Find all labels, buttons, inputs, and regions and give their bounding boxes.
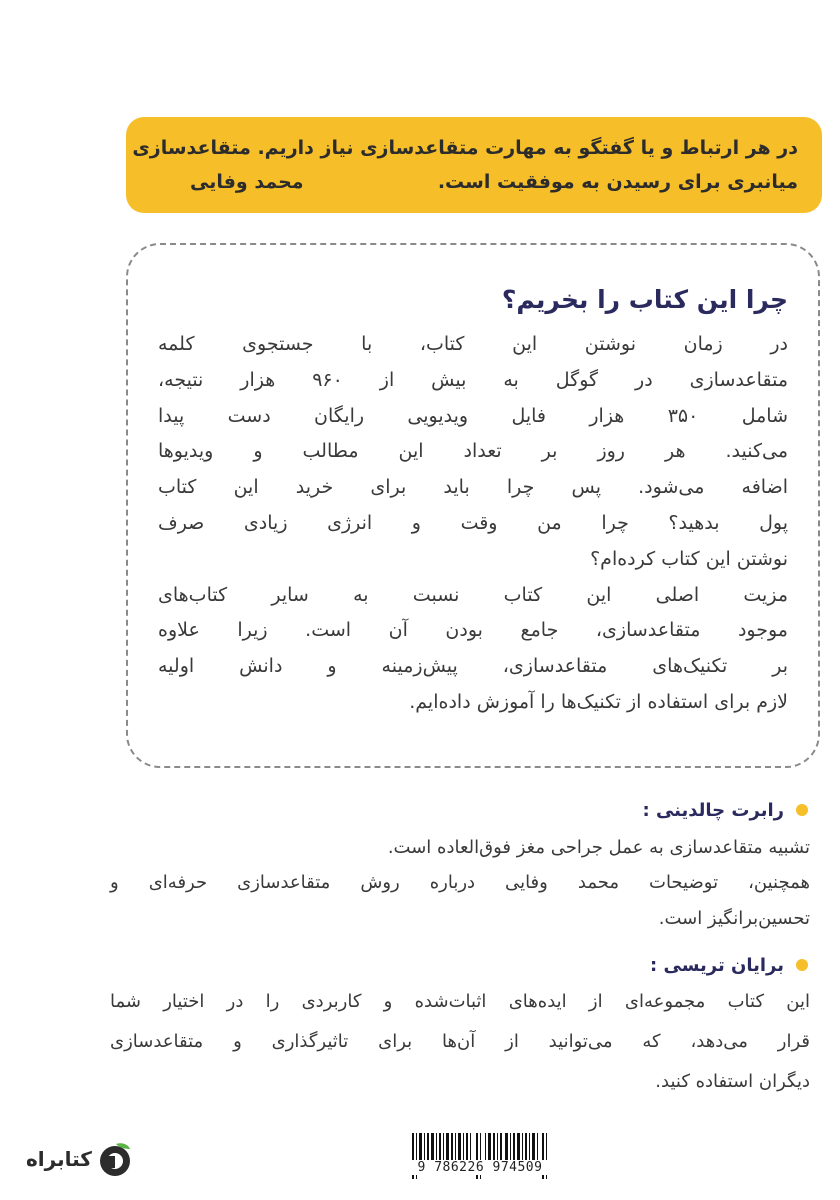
reviewer-name: برایان تریسی :: [650, 954, 784, 976]
bullet-dot-icon: [796, 959, 808, 971]
why-buy-line: بر تکنیک‌های متقاعدسازی، پیش‌زمینه و دانش اولیه: [158, 655, 788, 678]
review-line: قرار می‌دهد، که می‌توانید از آن‌ها برای تاثیرگذاری و متقاعدسازی: [110, 1031, 810, 1052]
review-line: دیگران استفاده کنید.: [655, 1071, 810, 1092]
why-buy-line: لازم برای استفاده از تکنیک‌ها را آموزش داده‌ایم.: [409, 690, 788, 713]
quote-line-1: در هر ارتباط و یا گفتگو به مهارت متقاعدسازی نیاز داریم. متقاعدسازی: [132, 137, 798, 159]
quote-text-end: میانبری برای رسیدن به موفقیت است.: [437, 171, 798, 193]
review-tracy: [110, 950, 810, 1102]
why-buy-box: [126, 243, 820, 768]
why-buy-line: نوشتن این کتاب کرده‌ام؟: [590, 547, 788, 570]
why-buy-line: می‌کنید. هر روز بر تعداد این مطالب و ویدیوها: [158, 440, 788, 463]
review-line: این کتاب مجموعه‌ای از ایده‌های اثبات‌شده و کاربردی را در اختیار شما: [110, 991, 810, 1012]
bullet-dot-icon: [796, 804, 808, 816]
review-header: [110, 795, 810, 825]
review-chaldini: [110, 795, 810, 937]
why-buy-line: موجود متقاعدسازی، جامع بودن آن است. زیرا علاوه: [158, 619, 788, 642]
why-buy-line: مزیت اصلی این کتاب نسبت به سایر کتاب‌های: [158, 583, 788, 606]
quote-line-2: [150, 165, 798, 199]
quote-box: [126, 117, 822, 213]
isbn-digits: 9 786226 974509: [400, 1160, 560, 1175]
why-buy-line: شامل ۳۵۰ هزار فایل ویدیویی رایگان دست پیدا: [158, 404, 788, 427]
review-line: تحسین‌برانگیز است.: [658, 908, 810, 929]
why-buy-line: اضافه می‌شود. پس چرا باید برای خرید این کتاب: [158, 476, 788, 499]
why-buy-line: متقاعدسازی در گوگل به بیش از ۹۶۰ هزار نتیجه،: [158, 368, 788, 391]
review-line: تشبیه متقاعدسازی به عمل جراحی مغز فوق‌العاده است.: [387, 837, 810, 858]
review-header: [110, 950, 810, 980]
quote-author: محمد وفایی: [190, 171, 304, 193]
ketabrah-logo-icon: [96, 1140, 134, 1178]
review-line: همچنین، توضیحات محمد وفایی درباره روش متقاعدسازی حرفه‌ای و: [110, 872, 810, 893]
publisher-logo: [26, 1140, 134, 1178]
why-buy-line: در زمان نوشتن این کتاب، با جستجوی کلمه: [158, 333, 788, 355]
why-buy-line: پول بدهید؟ چرا من وقت و انرژی زیادی صرف: [158, 511, 788, 534]
why-buy-title: چرا این کتاب را بخریم؟: [501, 285, 788, 314]
reviewer-name: رابرت چالدینی :: [642, 799, 784, 821]
logo-text: کتابراه: [26, 1147, 92, 1171]
